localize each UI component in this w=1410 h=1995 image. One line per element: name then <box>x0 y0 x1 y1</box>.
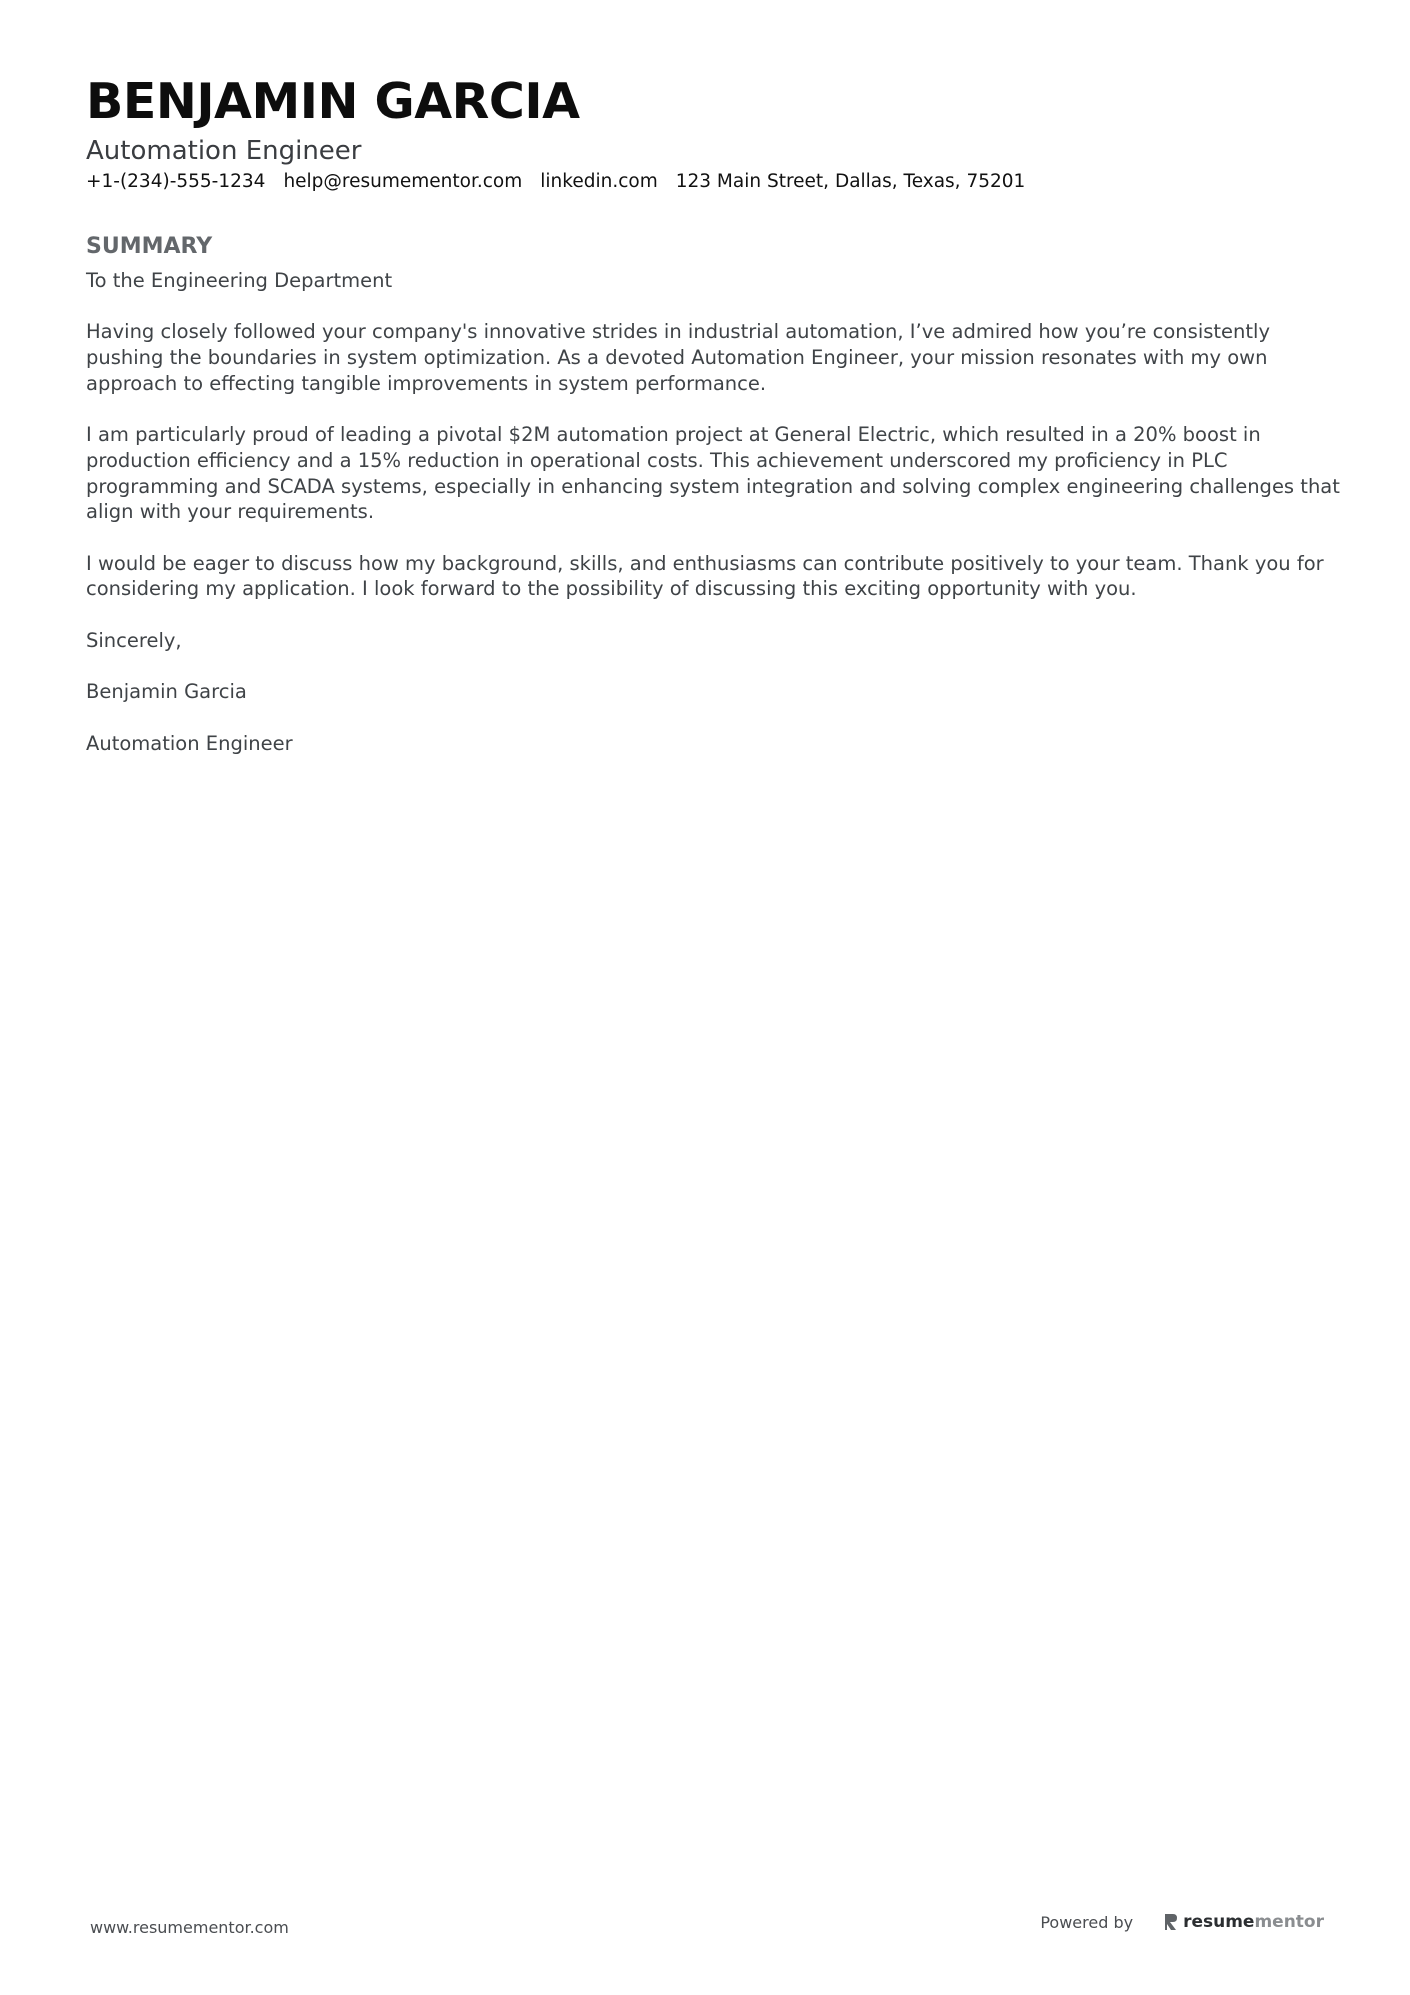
brand-name-part1: resume <box>1183 1912 1255 1932</box>
applicant-name: BENJAMIN GARCIA <box>86 73 580 130</box>
paragraph-3: I would be eager to discuss how my background, skills, and enthusiasms can contribute positively to your team. Thank you for considering my application. I look forward to the possibility of discussing this exciting opportunity with you. <box>86 551 1324 601</box>
powered-by-label: Powered by <box>1040 1912 1134 1932</box>
brand-logo[interactable] <box>1163 1912 1324 1932</box>
signature-title: Automation Engineer <box>86 731 293 755</box>
salutation: To the Engineering Department <box>86 269 393 292</box>
contact-info <box>86 168 1336 196</box>
footer-website[interactable]: www.resumementor.com <box>90 1918 289 1937</box>
signature-name: Benjamin Garcia <box>86 680 247 704</box>
letter-body <box>86 268 1346 756</box>
section-title: SUMMARY <box>86 234 213 259</box>
resumementor-logo-icon <box>1163 1912 1179 1932</box>
street-address: 123 Main Street, Dallas, Texas, 75201 <box>675 171 1026 192</box>
linkedin-link[interactable]: linkedin.com <box>540 171 658 192</box>
cover-letter <box>86 72 1340 782</box>
email-address[interactable]: help@resumementor.com <box>283 171 523 192</box>
paragraph-1: Having closely followed your company's innovative strides in industrial automation, I’ve admired how you’re consistently pushing the boundaries in system optimization. As a devoted Automation Engineer, your mission resonates with my own approach to effecting tangible improvements in system performance. <box>86 320 1270 395</box>
brand-name-part2: mentor <box>1254 1912 1324 1932</box>
closing: Sincerely, <box>86 628 182 652</box>
applicant-role: Automation Engineer <box>86 136 362 166</box>
footer-branding <box>1040 1912 1324 1932</box>
phone-number[interactable]: +1-(234)-555-1234 <box>86 171 266 192</box>
paragraph-2: I am particularly proud of leading a pivotal $2M automation project at General Electric, which resulted in a 20% boost in production efficiency and a 15% reduction in operational costs. This achievement underscored my proficiency in PLC programming and SCADA systems, especially in enhancing system integration and solving complex engineering challenges that align with your requirements. <box>86 423 1340 524</box>
